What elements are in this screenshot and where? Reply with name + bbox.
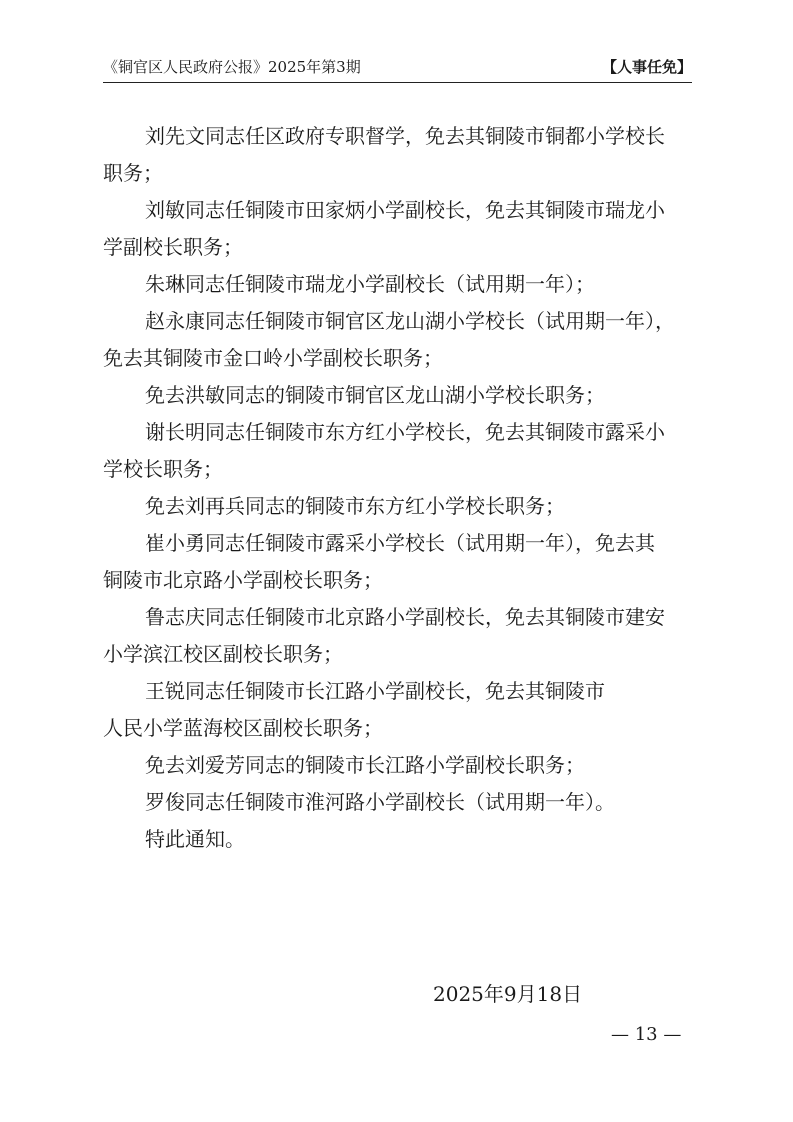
paragraph-line: 免去刘再兵同志的铜陵市东方红小学校长职务； <box>145 494 565 518</box>
paragraph <box>103 784 694 821</box>
paragraph <box>103 599 694 673</box>
paragraph-line: 学副校长职务； <box>103 235 243 259</box>
paragraph <box>103 525 694 599</box>
paragraph-line: 罗俊同志任铜陵市淮河路小学副校长（试用期一年）。 <box>145 790 615 814</box>
page-number: — 13 — <box>611 1024 682 1045</box>
paragraph-line: 铜陵市北京路小学副校长职务； <box>103 568 383 592</box>
paragraph-line: 谢长明同志任铜陵市东方红小学校长，免去其铜陵市露采小 <box>145 420 665 444</box>
paragraph-line: 免去洪敏同志的铜陵市铜官区龙山湖小学校长职务； <box>145 383 605 407</box>
document-date: 2025年9月18日 <box>433 982 583 1006</box>
paragraph-line: 职务； <box>103 161 163 185</box>
paragraph <box>103 377 694 414</box>
document-body <box>103 118 694 858</box>
paragraph-line: 崔小勇同志任铜陵市露采小学校长（试用期一年），免去其 <box>145 531 655 555</box>
paragraph-line: 刘敏同志任铜陵市田家炳小学副校长，免去其铜陵市瑞龙小 <box>145 198 665 222</box>
paragraph <box>103 303 694 377</box>
paragraph-line: 朱琳同志任铜陵市瑞龙小学副校长（试用期一年）； <box>145 272 595 296</box>
page-header <box>103 56 692 83</box>
paragraph <box>103 266 694 303</box>
paragraph <box>103 118 694 192</box>
paragraph-line: 免去其铜陵市金口岭小学副校长职务； <box>103 346 443 370</box>
paragraph <box>103 414 694 488</box>
paragraph-line: 特此通知。 <box>145 827 245 851</box>
paragraph-line: 人民小学蓝海校区副校长职务； <box>103 716 383 740</box>
paragraph <box>103 488 694 525</box>
paragraph-line: 免去刘爱芳同志的铜陵市长江路小学副校长职务； <box>145 753 585 777</box>
paragraph-line: 小学滨江校区副校长职务； <box>103 642 343 666</box>
paragraph-line: 学校长职务； <box>103 457 223 481</box>
closing-notice <box>103 821 694 858</box>
paragraph-line: 王锐同志任铜陵市长江路小学副校长，免去其铜陵市 <box>145 679 605 703</box>
paragraph-line: 鲁志庆同志任铜陵市北京路小学副校长，免去其铜陵市建安 <box>145 605 665 629</box>
paragraph <box>103 192 694 266</box>
paragraph <box>103 747 694 784</box>
paragraph <box>103 673 694 747</box>
section-label: 【人事任免】 <box>601 58 692 76</box>
publication-title: 《铜官区人民政府公报》2025年第3期 <box>103 58 361 76</box>
paragraph-line: 刘先文同志任区政府专职督学，免去其铜陵市铜都小学校长 <box>145 124 665 148</box>
paragraph-line: 赵永康同志任铜陵市铜官区龙山湖小学校长（试用期一年）， <box>145 309 675 333</box>
